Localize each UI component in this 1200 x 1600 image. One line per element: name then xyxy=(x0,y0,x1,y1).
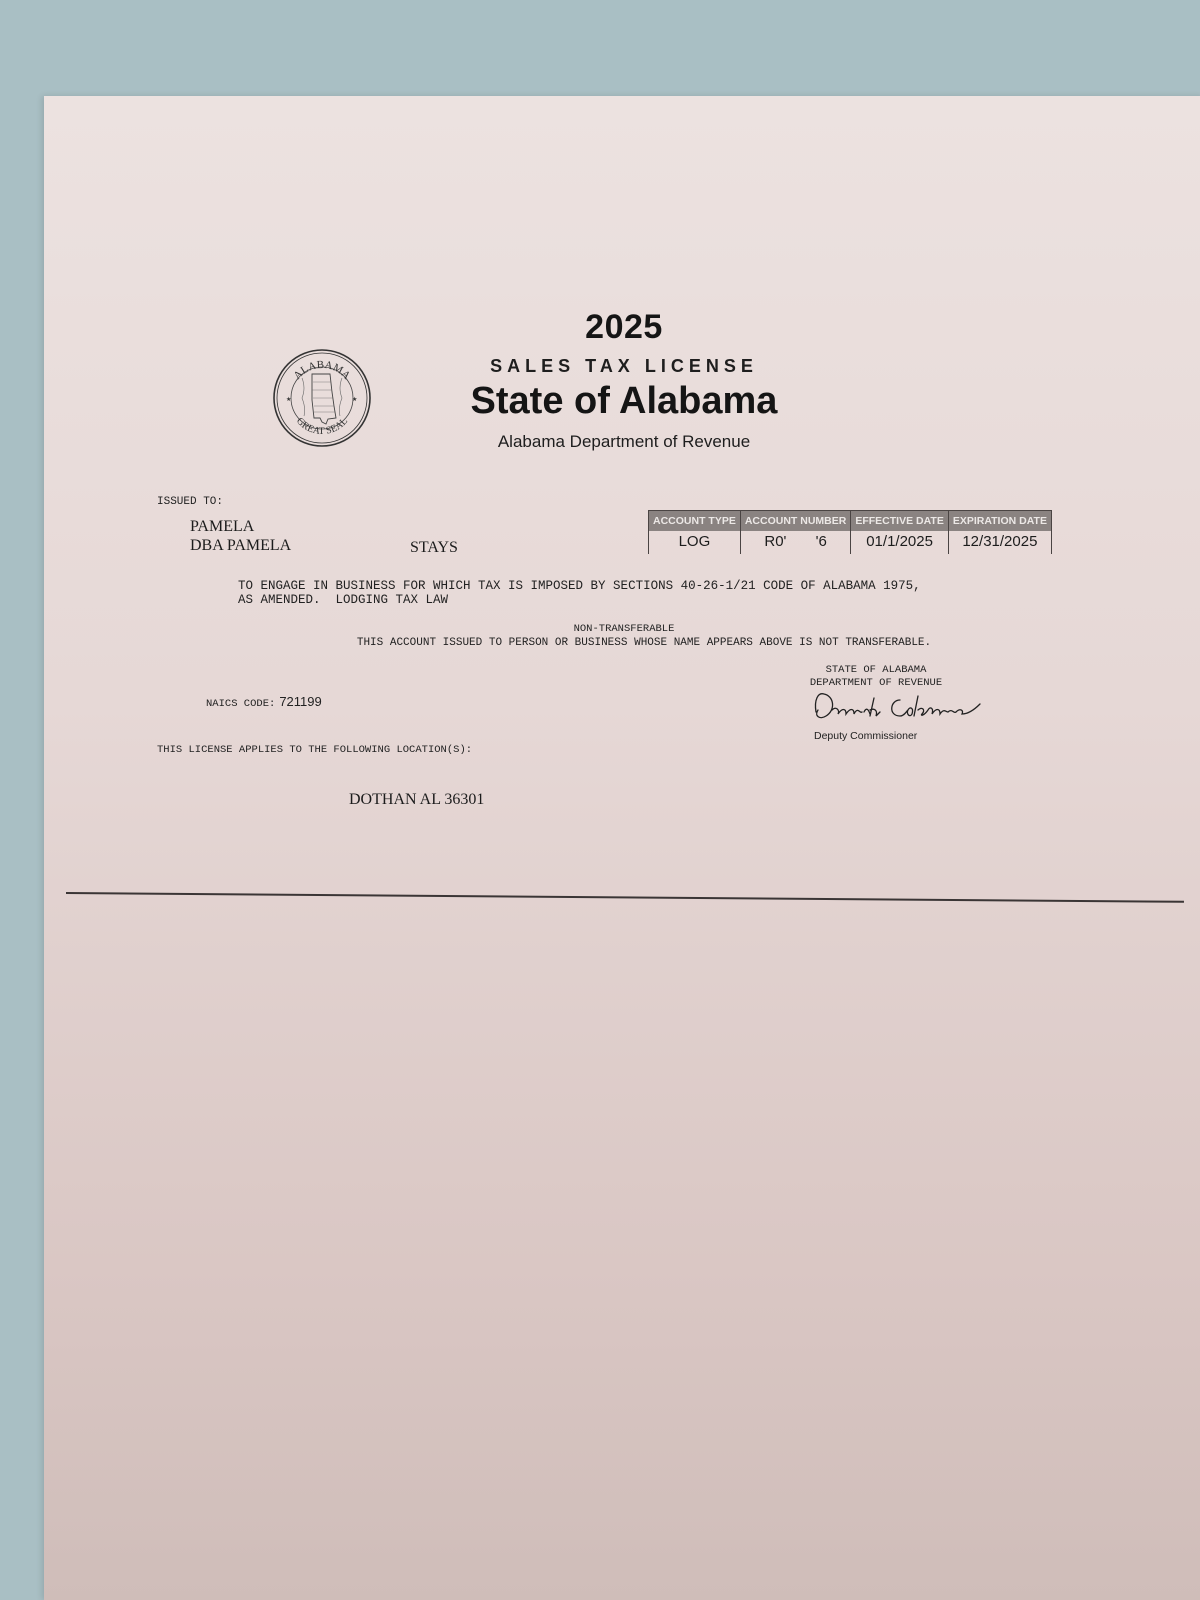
naics-label: NAICS CODE: xyxy=(206,698,276,710)
non-transferable-detail: THIS ACCOUNT ISSUED TO PERSON OR BUSINESS WHOSE NAME APPEARS ABOVE IS NOT TRANSFERABLE. xyxy=(356,637,932,649)
expiration-date-value: 12/31/2025 xyxy=(948,531,1051,554)
naics-code: 721199 xyxy=(279,694,322,709)
account-type-header: ACCOUNT TYPE xyxy=(649,511,741,532)
great-seal-icon xyxy=(272,348,372,448)
svg-text:★: ★ xyxy=(352,397,358,403)
signatory-state: STATE OF ALABAMA xyxy=(825,664,927,676)
svg-text:★: ★ xyxy=(286,397,292,403)
seal-bottom-text: GREAT SEAL xyxy=(293,415,351,438)
issued-to-label: ISSUED TO: xyxy=(157,496,224,508)
account-number-value: R0' '6 xyxy=(740,531,851,554)
expiration-date-header: EXPIRATION DATE xyxy=(948,511,1051,532)
license-document xyxy=(44,96,1200,1600)
account-table xyxy=(648,510,1052,554)
license-title: SALES TAX LICENSE xyxy=(490,356,758,376)
divider-line xyxy=(66,892,1184,903)
engage-line-1: TO ENGAGE IN BUSINESS FOR WHICH TAX IS IMPOSED BY SECTIONS 40-26-1/21 CODE OF ALABAMA 1975, xyxy=(238,579,921,593)
non-transferable-heading: NON-TRANSFERABLE xyxy=(573,623,675,635)
location-address: DOTHAN AL 36301 xyxy=(349,791,485,808)
naics-block xyxy=(206,694,322,710)
signature-image xyxy=(804,684,984,726)
license-year: 2025 xyxy=(585,308,663,346)
account-table-row xyxy=(649,531,1052,554)
engage-line-2: AS AMENDED. LODGING TAX LAW xyxy=(238,593,449,607)
signatory-title: Deputy Commissioner xyxy=(814,730,918,742)
effective-date-value: 01/1/2025 xyxy=(851,531,948,554)
licensee-dba: DBA PAMELA xyxy=(190,537,292,554)
licensee-dba-suffix: STAYS xyxy=(410,539,458,556)
engage-statement xyxy=(238,579,921,607)
department-title: Alabama Department of Revenue xyxy=(497,432,751,451)
licensee-name: PAMELA xyxy=(190,518,255,535)
state-title: State of Alabama xyxy=(470,380,778,422)
svg-text:GREAT SEAL xyxy=(294,416,350,438)
signatory-department: DEPARTMENT OF REVENUE xyxy=(809,677,943,689)
account-table-header-row xyxy=(649,511,1052,532)
account-type-value: LOG xyxy=(649,531,741,554)
effective-date-header: EFFECTIVE DATE xyxy=(851,511,948,532)
account-number-header: ACCOUNT NUMBER xyxy=(740,511,851,532)
svg-text:ALABAMA xyxy=(291,359,352,382)
seal-top-text: ALABAMA xyxy=(291,358,353,382)
location-label: THIS LICENSE APPLIES TO THE FOLLOWING LOCATION(S): xyxy=(157,744,473,756)
